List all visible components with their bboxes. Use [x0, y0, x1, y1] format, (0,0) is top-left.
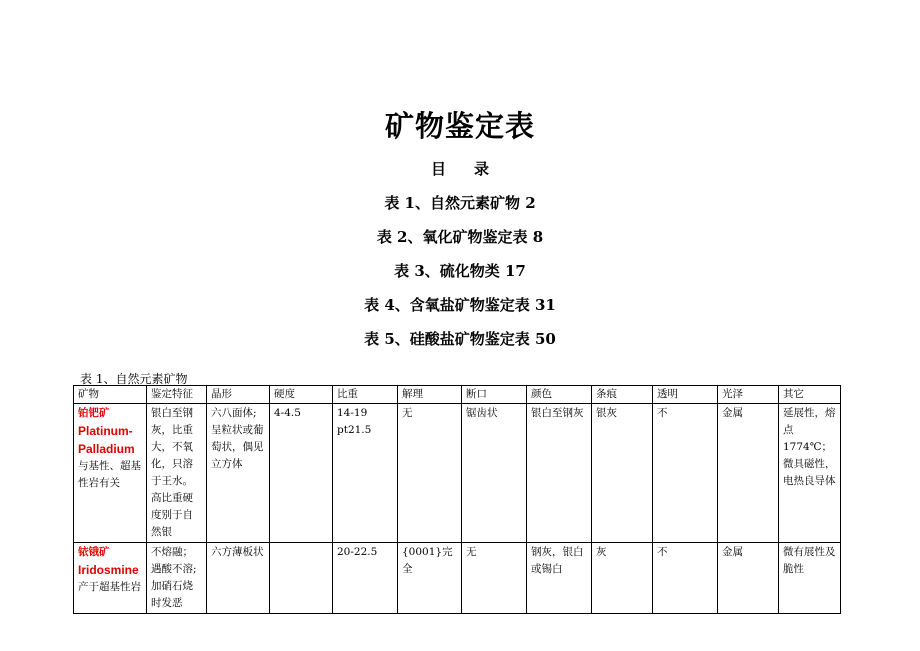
- hardness-cell: 4-4.5: [270, 404, 333, 543]
- header-color: 颜色: [527, 386, 592, 404]
- specific-gravity-cell: 14-19 pt21.5: [333, 404, 398, 543]
- header-specific-gravity: 比重: [333, 386, 398, 404]
- color-cell: 银白至钢灰: [527, 404, 592, 543]
- other-cell: 微有展性及脆性: [779, 543, 841, 614]
- header-other: 其它: [779, 386, 841, 404]
- luster-cell: 金属: [718, 404, 779, 543]
- mineral-name-cn: 铱锇矿: [78, 546, 110, 558]
- header-hardness: 硬度: [270, 386, 333, 404]
- mineral-cell: [74, 543, 147, 614]
- document-title: 矿物鉴定表: [384, 109, 535, 143]
- cleavage-cell: {0001}完全: [398, 543, 462, 614]
- mineral-name-en: Palladium: [78, 442, 135, 456]
- cleavage-cell: 无: [398, 404, 462, 543]
- toc-entry-3[interactable]: 表 3、硫化物类 17: [394, 262, 526, 280]
- header-cleavage: 解理: [398, 386, 462, 404]
- streak-cell: 银灰: [592, 404, 653, 543]
- other-cell: 延展性，熔点 1774℃；微具磁性，电热良导体: [779, 404, 841, 543]
- header-crystal: 晶形: [207, 386, 270, 404]
- toc-entry-5[interactable]: 表 5、硅酸盐矿物鉴定表 50: [364, 330, 556, 348]
- transparency-cell: 不: [653, 543, 718, 614]
- toc-entry-1[interactable]: 表 1、自然元素矿物 2: [384, 194, 536, 212]
- features-cell: 银白至钢灰，比重大，不氧化，只溶于王水。高比重硬度别于自然银: [147, 404, 207, 543]
- header-luster: 光泽: [718, 386, 779, 404]
- fracture-cell: 锯齿状: [462, 404, 527, 543]
- hardness-cell: [270, 543, 333, 614]
- toc-heading-char-1: 目: [430, 160, 446, 178]
- toc-entry-2[interactable]: 表 2、氧化矿物鉴定表 8: [376, 228, 544, 246]
- table-row: [74, 404, 841, 543]
- mineral-name-en: Platinum-: [78, 424, 133, 438]
- luster-cell: 金属: [718, 543, 779, 614]
- crystal-cell: 六八面体;呈粒状或葡萄状，偶见立方体: [207, 404, 270, 543]
- specific-gravity-cell: 20-22.5: [333, 543, 398, 614]
- toc-heading: [0, 158, 920, 179]
- mineral-name-cn: 铂钯矿: [78, 407, 110, 419]
- mineral-table: [73, 385, 841, 614]
- transparency-cell: 不: [653, 404, 718, 543]
- table-row: [74, 543, 841, 614]
- header-fracture: 断口: [462, 386, 527, 404]
- crystal-cell: 六方薄板状: [207, 543, 270, 614]
- color-cell: 钢灰，银白或锡白: [527, 543, 592, 614]
- streak-cell: 灰: [592, 543, 653, 614]
- toc-entry-4[interactable]: 表 4、含氧盐矿物鉴定表 31: [364, 296, 556, 314]
- toc-heading-char-2: 录: [474, 160, 490, 178]
- mineral-occurrence: 与基性、超基性岩有关: [78, 460, 141, 489]
- header-mineral: 矿物: [74, 386, 147, 404]
- mineral-occurrence: 产于超基性岩: [78, 581, 141, 593]
- features-cell: 不熔融；遇酸不溶;加硝石烧时发恶: [147, 543, 207, 614]
- table-caption: 表 1、自然元素矿物: [80, 372, 188, 386]
- header-transparency: 透明: [653, 386, 718, 404]
- table-header-row: [74, 386, 841, 404]
- mineral-name-en: Iridosmine: [78, 563, 139, 577]
- header-features: 鉴定特征: [147, 386, 207, 404]
- mineral-cell: [74, 404, 147, 543]
- fracture-cell: 无: [462, 543, 527, 614]
- header-streak: 条痕: [592, 386, 653, 404]
